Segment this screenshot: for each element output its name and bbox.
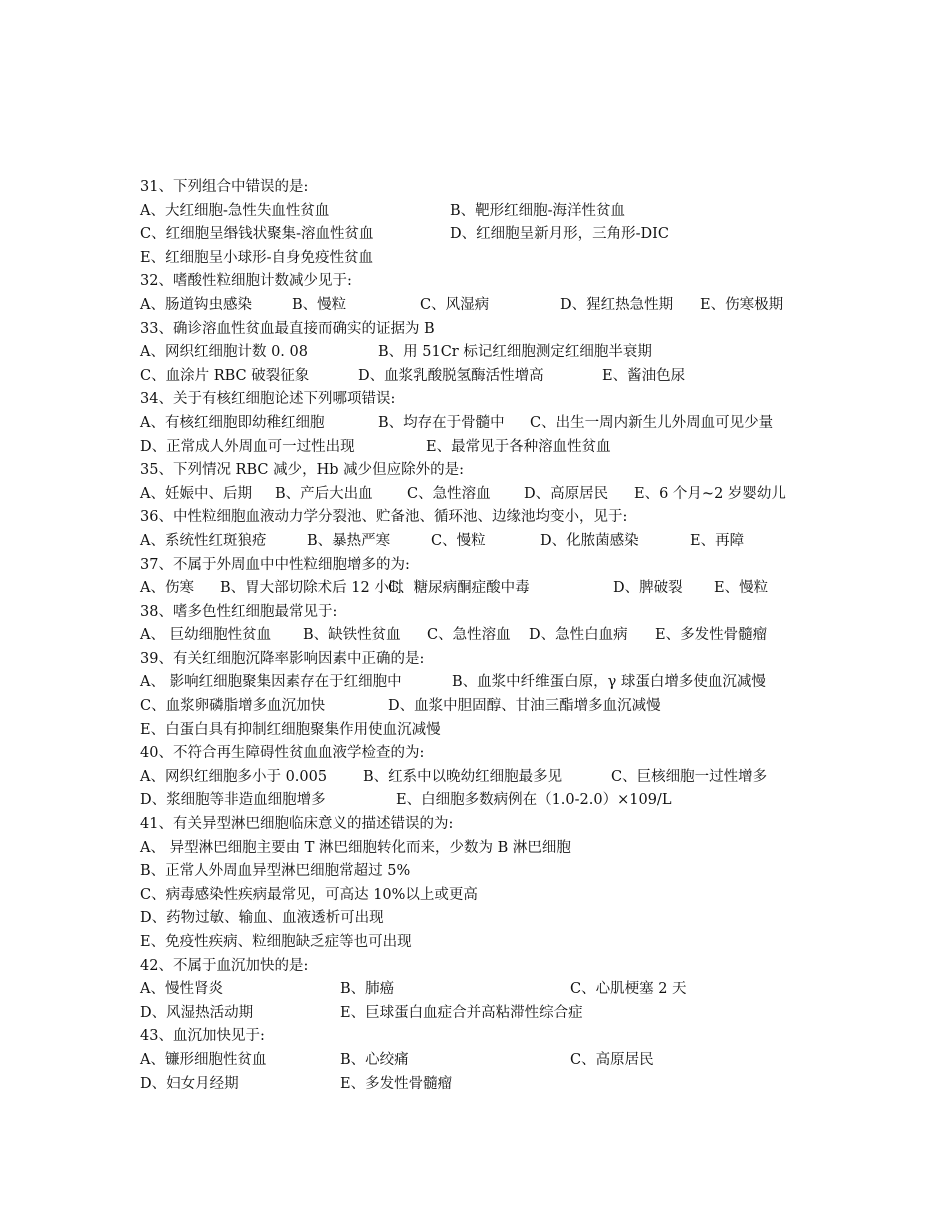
option-row: [140, 695, 840, 719]
option-row: [140, 837, 840, 861]
answer-option: B、心绞痛: [340, 1051, 409, 1068]
answer-option: A、肠道钩虫感染: [140, 296, 252, 313]
question-stem: 36、中性粒细胞血液动力学分裂池、贮备池、循环池、边缘池均变小，见于:: [140, 509, 628, 526]
option-row: [140, 365, 840, 389]
question-stem: 32、嗜酸性粒细胞计数减少见于:: [140, 273, 352, 290]
answer-option: A、镰形细胞性贫血: [140, 1051, 267, 1068]
answer-option: E、再障: [690, 532, 745, 549]
answer-option: B、靶形红细胞-海洋性贫血: [450, 202, 626, 219]
answer-option: A、慢性肾炎: [140, 981, 223, 998]
answer-option: A、有核红细胞即幼稚红细胞: [140, 414, 325, 431]
answer-option: C、血涂片 RBC 破裂征象: [140, 367, 310, 384]
answer-option: B、产后大出血: [275, 485, 373, 502]
answer-option: A、大红细胞-急性失血性贫血: [140, 202, 330, 219]
answer-option: B、血浆中纤维蛋白原，γ 球蛋白增多使血沉减慢: [452, 674, 766, 691]
question-stem: 39、有关红细胞沉降率影响因素中正确的是:: [140, 650, 425, 667]
option-row: [140, 1049, 840, 1073]
answer-option: B、慢粒: [292, 296, 347, 313]
question-stem: 34、关于有核红细胞论述下列哪项错误:: [140, 391, 396, 408]
option-row: [140, 860, 840, 884]
answer-option: B、红系中以晚幼红细胞最多见: [363, 768, 563, 785]
answer-option: B、缺铁性贫血: [303, 627, 401, 644]
question-list: [140, 176, 840, 1096]
option-row: [140, 247, 840, 271]
option-row: [140, 436, 840, 460]
option-row: [140, 223, 840, 247]
answer-option: E、酱油色尿: [602, 367, 686, 384]
question-stem: 31、下列组合中错误的是:: [140, 179, 309, 195]
answer-option: E、伤寒极期: [700, 296, 784, 313]
answer-option: D、高原居民: [524, 485, 609, 502]
answer-option: E、红细胞呈小球形-自身免疫性贫血: [140, 249, 373, 266]
answer-option: C、高原居民: [570, 1051, 654, 1068]
option-row: [140, 412, 840, 436]
answer-option: D、药物过敏、输血、血液透析可出现: [140, 910, 384, 927]
answer-option: B、用 51Cr 标记红细胞测定红细胞半衰期: [378, 344, 652, 361]
option-row: [140, 1073, 840, 1097]
option-row: [140, 978, 840, 1002]
answer-option: C、红细胞呈缗钱状聚集-溶血性贫血: [140, 226, 374, 243]
answer-option: E、慢粒: [714, 580, 769, 597]
answer-option: D、风湿热活动期: [140, 1004, 254, 1021]
question-stem: 41、有关异型淋巴细胞临床意义的描述错误的为:: [140, 816, 454, 833]
answer-option: A、网织红细胞计数 0. 08: [140, 344, 308, 361]
answer-option: C、慢粒: [431, 532, 486, 549]
option-row: [140, 931, 840, 955]
question-stem: 37、不属于外周血中中性粒细胞增多的为:: [140, 556, 410, 573]
answer-option: A、妊娠中、后期: [140, 485, 252, 502]
answer-option: A、伤寒: [140, 580, 194, 597]
question-stem: 43、血沉加快见于:: [140, 1028, 265, 1045]
option-row: [140, 907, 840, 931]
option-row: [140, 884, 840, 908]
answer-option: D、血浆乳酸脱氢酶活性增高: [358, 367, 544, 384]
option-row: [140, 624, 840, 648]
answer-option: C、急性溶血: [427, 627, 511, 644]
option-row: [140, 671, 840, 695]
option-row: [140, 294, 840, 318]
answer-option: D、急性白血病: [529, 627, 628, 644]
answer-option: C、心肌梗塞 2 天: [570, 981, 687, 998]
answer-option: B、肺癌: [340, 981, 395, 998]
answer-option: D、脾破裂: [613, 580, 683, 597]
option-row: [140, 577, 840, 601]
answer-option: B、正常人外周血异型淋巴细胞常超过 5%: [140, 863, 411, 880]
answer-option: D、浆细胞等非造血细胞增多: [140, 792, 326, 809]
option-row: [140, 341, 840, 365]
answer-option: E、多发性骨髓瘤: [340, 1075, 453, 1092]
option-row: [140, 766, 840, 790]
answer-option: A、 影响红细胞聚集因素存在于红细胞中: [140, 674, 402, 691]
answer-option: B、均存在于骨髓中: [378, 414, 505, 431]
answer-option: B、暴热严寒: [307, 532, 391, 549]
answer-option: C、病毒感染性疾病最常见，可高达 10%以上或更高: [140, 886, 478, 903]
answer-option: C、糖尿病酮症酸中毒: [388, 580, 530, 597]
answer-option: E、6 个月~2 岁婴幼儿: [634, 485, 786, 502]
question-stem: 42、不属于血沉加快的是:: [140, 957, 309, 974]
answer-option: C、血浆卵磷脂增多血沉加快: [140, 698, 326, 715]
option-row: [140, 483, 840, 507]
answer-option: E、多发性骨髓瘤: [655, 627, 768, 644]
answer-option: B、胃大部切除术后 12 小时: [220, 580, 404, 597]
option-row: [140, 1002, 840, 1026]
answer-option: E、白蛋白具有抑制红细胞聚集作用使血沉减慢: [140, 721, 441, 738]
answer-option: E、免疫性疾病、粒细胞缺乏症等也可出现: [140, 934, 412, 950]
answer-option: A、系统性红斑狼疮: [140, 532, 267, 549]
answer-option: D、血浆中胆固醇、甘油三酯增多血沉减慢: [388, 698, 661, 715]
answer-option: E、白细胞多数病例在（1.0-2.0）×109/L: [396, 792, 672, 809]
answer-option: C、风湿病: [420, 296, 490, 313]
answer-option: D、正常成人外周血可一过性出现: [140, 438, 355, 455]
answer-option: D、猩红热急性期: [560, 296, 674, 313]
answer-option: A、 巨幼细胞性贫血: [140, 627, 272, 644]
question-stem: 40、不符合再生障碍性贫血血液学检查的为:: [140, 745, 425, 762]
option-row: [140, 719, 840, 743]
answer-option: E、巨球蛋白血症合并高粘滞性综合症: [340, 1004, 583, 1021]
option-row: [140, 530, 840, 554]
answer-option: D、红细胞呈新月形，三角形-DIC: [450, 226, 669, 243]
answer-option: A、 异型淋巴细胞主要由 T 淋巴细胞转化而来，少数为 B 淋巴细胞: [140, 839, 571, 856]
question-stem: 35、下列情况 RBC 减少，Hb 减少但应除外的是:: [140, 462, 465, 479]
answer-option: C、出生一周内新生儿外周血可见少量: [530, 414, 774, 431]
answer-option: C、急性溶血: [407, 485, 491, 502]
answer-option: E、最常见于各种溶血性贫血: [426, 438, 611, 455]
answer-option: D、化脓菌感染: [540, 532, 639, 549]
question-stem: 33、确诊溶血性贫血最直接而确实的证据为 B: [140, 320, 435, 337]
answer-option: C、巨核细胞一过性增多: [611, 768, 768, 785]
option-row: [140, 200, 840, 224]
option-row: [140, 789, 840, 813]
answer-option: A、网织红细胞多小于 0.005: [140, 768, 328, 785]
question-stem: 38、嗜多色性红细胞最常见于:: [140, 603, 338, 620]
answer-option: D、妇女月经期: [140, 1075, 239, 1092]
